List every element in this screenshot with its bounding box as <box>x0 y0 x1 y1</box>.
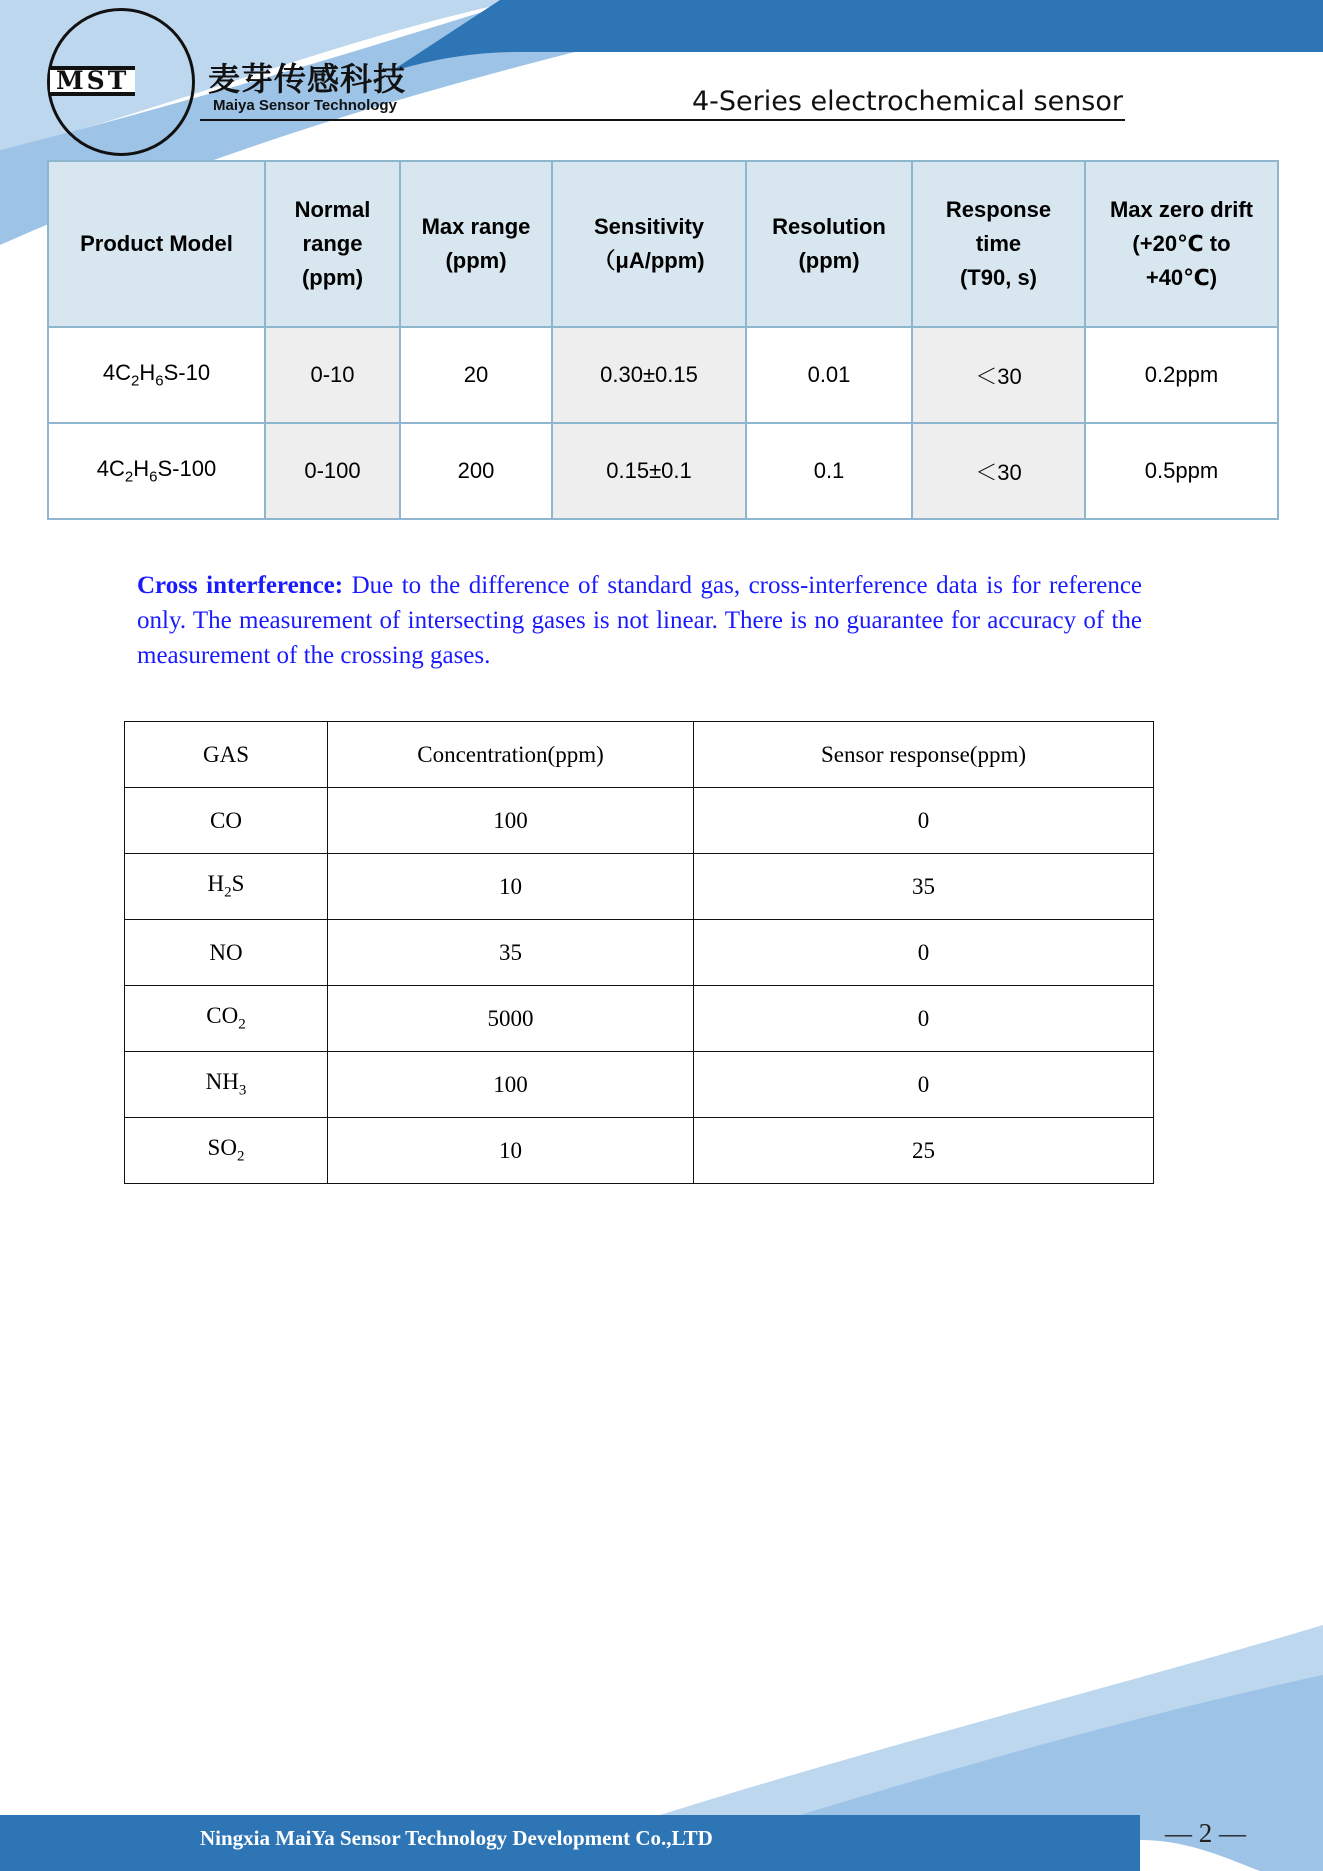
gas-cell: $CO_2$ <box>125 986 328 1052</box>
header-rule <box>200 119 1125 121</box>
table-row <box>125 854 1154 920</box>
company-logo: MST <box>50 66 135 96</box>
gas-cell: $H_2S$ <box>125 854 328 920</box>
response-cell: 0 <box>694 986 1154 1052</box>
spec-row <box>48 327 1278 423</box>
response-cell: 0 <box>694 788 1154 854</box>
product-model-cell: $4C_2H_6S-100$ <box>48 423 265 519</box>
concentration-cell: 35 <box>328 920 694 986</box>
gas-cell: CO <box>125 788 328 854</box>
response-cell: 0 <box>694 1052 1154 1118</box>
header-max-range: Max range (ppm) <box>400 161 552 327</box>
response-cell: 0 <box>694 920 1154 986</box>
table-row <box>125 1052 1154 1118</box>
header-sensor-response: Sensor response(ppm) <box>694 722 1154 788</box>
concentration-cell: 10 <box>328 854 694 920</box>
concentration-cell: 100 <box>328 788 694 854</box>
table-row <box>125 920 1154 986</box>
gas-cell: $NH_3$ <box>125 1052 328 1118</box>
cross-interference-label: Cross interference: <box>137 572 344 599</box>
company-name-en: Maiya Sensor Technology <box>213 97 397 114</box>
product-model-cell: $4C_2H_6S-10$ <box>48 327 265 423</box>
cross-interference-table <box>124 721 1154 1184</box>
cross-header-row <box>125 722 1154 788</box>
response-time-cell: ＜30 <box>912 327 1085 423</box>
header-resolution: Resolution (ppm) <box>746 161 912 327</box>
response-cell: 25 <box>694 1118 1154 1184</box>
header-max-zero-drift: Max zero drift (+20℃ to +40℃) <box>1085 161 1278 327</box>
header-product-model: Product Model <box>48 161 265 327</box>
table-row <box>125 986 1154 1052</box>
document-title: 4-Series electrochemical sensor <box>691 86 1123 117</box>
normal-range-cell: 0-10 <box>265 327 400 423</box>
company-name-cn: 麦芽传感科技 <box>208 60 407 98</box>
header-gas: GAS <box>125 722 328 788</box>
header-sensitivity: Sensitivity （μA/ppm) <box>552 161 746 327</box>
response-cell: 35 <box>694 854 1154 920</box>
cross-interference-paragraph <box>137 568 1142 673</box>
header-concentration: Concentration(ppm) <box>328 722 694 788</box>
resolution-cell: 0.01 <box>746 327 912 423</box>
max-range-cell: 20 <box>400 327 552 423</box>
spec-row <box>48 423 1278 519</box>
spec-header-row <box>48 161 1278 327</box>
cross-interference-text: Due to the difference of standard gas, cross-interference data is for reference only. The measurement of intersecting gases is not linear. There is no guarantee for accuracy of the measurement of the crossing gases. <box>137 572 1143 669</box>
zero-drift-cell: 0.5ppm <box>1085 423 1278 519</box>
header-normal-range: Normal range (ppm) <box>265 161 400 327</box>
concentration-cell: 5000 <box>328 986 694 1052</box>
sensitivity-cell: 0.30±0.15 <box>552 327 746 423</box>
normal-range-cell: 0-100 <box>265 423 400 519</box>
table-row <box>125 788 1154 854</box>
header-response-time: Response time (T90, s) <box>912 161 1085 327</box>
spec-table <box>47 160 1279 520</box>
response-time-cell: ＜30 <box>912 423 1085 519</box>
page-number: — 2 — <box>1165 1818 1246 1848</box>
footer-mid-band <box>800 1675 1323 1815</box>
gas-cell: $SO_2$ <box>125 1118 328 1184</box>
zero-drift-cell: 0.2ppm <box>1085 327 1278 423</box>
table-row <box>125 1118 1154 1184</box>
sensitivity-cell: 0.15±0.1 <box>552 423 746 519</box>
concentration-cell: 100 <box>328 1052 694 1118</box>
concentration-cell: 10 <box>328 1118 694 1184</box>
max-range-cell: 200 <box>400 423 552 519</box>
gas-cell: NO <box>125 920 328 986</box>
resolution-cell: 0.1 <box>746 423 912 519</box>
footer-company: Ningxia MaiYa Sensor Technology Development Co.,LTD <box>200 1826 713 1850</box>
